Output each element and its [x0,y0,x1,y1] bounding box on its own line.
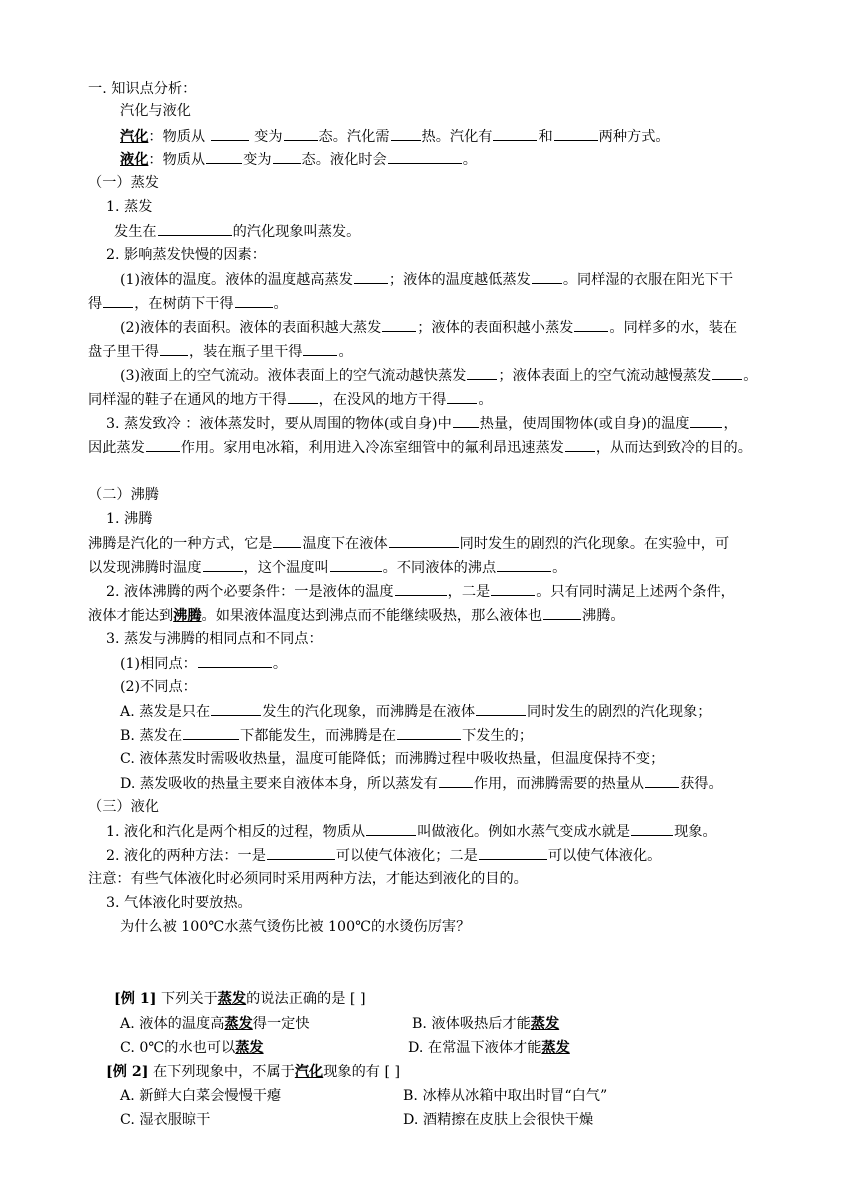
blank [382,316,416,332]
text-line [88,292,288,315]
text: ；液体的温度越低蒸发 [388,272,531,288]
text: ， [723,416,738,432]
text: ：物质从 [148,152,206,168]
text: 沸腾。 [582,608,625,624]
text: ，在没风的地方干得 [318,392,447,408]
blank [690,412,722,428]
text-line [120,700,712,723]
term: 沸腾 [173,608,202,624]
blank [235,292,273,308]
text: (2)液体的表面积。液体的表面积越大蒸发 [120,320,382,336]
text: 变为 [249,129,283,145]
term: 蒸发 [541,1040,570,1056]
blank [479,844,547,860]
blank [103,292,133,308]
blank [146,436,180,452]
text: 获得。 [680,776,723,792]
blank [211,125,249,141]
blank [158,220,232,236]
text-line: 3. 气体液化时要放热。 [106,895,252,911]
term: 汽化 [120,129,149,145]
blank [273,148,301,164]
option-a: A. 新鲜大白菜会慢慢干瘪 [120,1088,282,1104]
text: 下都能发生，而沸腾是在 [240,728,397,744]
blank [366,820,416,836]
text: D. 在常温下液体才能 [408,1040,542,1056]
text: 下列关于 [156,991,218,1007]
text: 沸腾是汽化的一种方式，它是 [88,536,273,552]
text: 下发生的； [462,728,534,744]
text: 的说法正确的是 [ ] [246,991,366,1007]
text: (3)液面上的空气流动。液体表面上的空气流动越快蒸发 [120,368,467,384]
text: 叫做液化。例如水蒸气变成水就是 [417,824,631,840]
blank [645,772,679,788]
text-line [120,652,287,675]
text: B. 液体吸热后才能 [412,1016,531,1032]
blank [467,364,497,380]
text: ，从而达到致冷的目的。 [595,440,752,456]
blank [397,724,461,740]
blank [388,148,462,164]
text-line: C. 液体蒸发时需吸收热量，温度可能降低；而沸腾过程中吸收热量，但温度保持不变； [120,751,665,767]
text: 。 [273,296,288,312]
option-d: D. 酒精擦在皮肤上会很快干燥 [403,1112,594,1128]
blank [439,772,473,788]
text: 3. 蒸发致冷 ：液体蒸发时，要从周围的物体(或自身)中 [106,416,452,432]
text: ：物质从 [148,129,210,145]
text: 态。液化时会 [301,152,387,168]
text-line [120,724,533,747]
section-heading: （二）沸腾 [88,487,159,503]
text-line [88,340,353,363]
text: 热。汽化有 [421,129,493,145]
text: 以发现沸腾时温度 [88,560,202,576]
blank [284,125,318,141]
blank [183,724,239,740]
blank [497,556,551,572]
blank [203,556,243,572]
subheading: 1. 蒸发 [106,199,153,215]
text: ；液体的表面积越小蒸发 [417,320,574,336]
text: 。 [462,152,477,168]
blank [493,125,537,141]
text-line [106,412,738,435]
text: 现象。 [674,824,717,840]
example-tag: [例 1] [114,991,157,1007]
text: (1)相同点： [120,656,197,672]
term: 蒸发 [217,991,247,1007]
text-line [120,772,723,795]
option-d [408,1037,570,1059]
text: 。 [743,368,758,384]
blank [631,820,673,836]
blank [267,844,335,860]
text: 两种方式。 [598,129,670,145]
example-2-question [106,1061,400,1083]
text-line [88,436,752,459]
text: 作用。家用电冰箱，利用进入冷冻室细管中的氟利昂迅速蒸发 [180,440,564,456]
text: (1)液体的温度。液体的温度越高蒸发 [120,272,353,288]
option-a [120,1013,310,1035]
section-heading: （三）液化 [88,799,159,815]
option-c [120,1037,264,1059]
text: A. 液体的温度高 [120,1016,225,1032]
text: 得一定快 [252,1016,310,1032]
text-line [114,220,360,243]
subheading: 3. 蒸发与沸腾的相同点和不同点： [106,631,323,647]
example-1-question [114,988,366,1010]
text: 液体才能达到 [88,608,174,624]
blank [206,148,242,164]
text: A. 蒸发是只在 [120,704,211,720]
question-line: 为什么被 100℃水蒸气烫伤比被 100℃的水烫伤厉害？ [120,919,471,935]
blank [712,364,742,380]
blank [273,532,301,548]
text: 2. 液化的两种方法：一是 [106,848,266,864]
text: 因此蒸发 [88,440,145,456]
text: 。不同液体的沸点 [382,560,497,576]
blank [389,532,459,548]
text-line [120,268,733,291]
text: C. 0℃的水也可以 [120,1040,236,1056]
text-line [88,556,566,579]
text: ，装在瓶子里干得 [188,344,303,360]
text: 同时发生的剧烈的汽化现象。在实验中，可 [459,536,730,552]
text-line: 注意：有些气体液化时必须同时采用两种方法，才能达到液化的目的。 [88,871,528,887]
text: 。同样湿的衣服在阳光下干 [562,272,734,288]
blank [288,388,318,404]
text-line [88,388,493,411]
text: 温度下在液体 [302,536,388,552]
text: 发生的汽化现象，而沸腾是在液体 [262,704,476,720]
blank [391,125,421,141]
text: ；液体表面上的空气流动越慢蒸发 [498,368,712,384]
subheading: 汽化与液化 [120,103,191,119]
subheading: 2. 影响蒸发快慢的因素： [106,247,266,263]
text-line [106,820,717,843]
text-line [120,364,757,387]
blank [211,700,261,716]
text: 现象的有 [ ] [323,1064,401,1080]
text: 。如果液体温度达到沸点而不能继续吸热，那么液体也 [201,608,543,624]
text: 发生在 [114,224,157,240]
text: 作用，而沸腾需要的热量从 [473,776,645,792]
blank [491,580,535,596]
text: 变为 [243,152,272,168]
subheading: 1. 沸腾 [106,511,153,527]
text: 。 [552,560,567,576]
blank [303,340,337,356]
term: 蒸发 [530,1016,560,1032]
text: 可以使气体液化。 [547,848,662,864]
blank [574,316,608,332]
text: 1. 液化和汽化是两个相反的过程，物质从 [106,824,366,840]
blank [354,268,388,284]
text: 得 [88,296,103,312]
term: 蒸发 [224,1016,253,1032]
blank [330,556,382,572]
text-line [88,604,625,627]
blank [453,412,479,428]
option-b [412,1013,559,1035]
term: 汽化 [294,1064,324,1080]
text-line [106,580,735,603]
text: 同样湿的鞋子在通风的地方干得 [88,392,287,408]
text-line [88,532,729,555]
blank [565,436,595,452]
blank [532,268,562,284]
text: 同时发生的剧烈的汽化现象； [527,704,712,720]
blank [476,700,526,716]
text: 。 [338,344,353,360]
text: ，这个温度叫 [243,560,329,576]
definition-line [120,125,670,148]
term: 液化 [120,152,149,168]
text: 。只有同时满足上述两个条件， [536,584,735,600]
section-heading: 一. 知识点分析： [88,81,197,97]
text: 。同样多的水，装在 [609,320,738,336]
text-line [120,316,737,339]
text: 。 [272,656,288,672]
text: 2. 液体沸腾的两个必要条件：一是液体的温度 [106,584,394,600]
blank [160,340,188,356]
text: 的汽化现象叫蒸发。 [232,224,361,240]
blank [554,125,598,141]
text: 。 [478,392,493,408]
text: 可以使气体液化；二是 [335,848,478,864]
option-b: B. 冰棒从冰箱中取出时冒“白气” [403,1088,608,1104]
option-c: C. 湿衣服晾干 [120,1112,211,1128]
blank [198,652,272,668]
section-heading: （一）蒸发 [88,175,159,191]
text: 在下列现象中，不属于 [148,1064,295,1080]
blank [395,580,447,596]
text: ，在树荫下干得 [134,296,234,312]
definition-line [120,148,477,171]
term: 蒸发 [235,1040,264,1056]
blank [447,388,477,404]
text-line [106,844,661,867]
example-tag: [例 2] [106,1064,149,1080]
blank [543,604,581,620]
text: 盘子里干得 [88,344,159,360]
text: 热量，使周围物体(或自身)的温度 [479,416,690,432]
text: ，二是 [447,584,491,600]
text-line: (2)不同点： [120,679,197,695]
text: 态。汽化需 [318,129,390,145]
text: 和 [538,129,553,145]
text: D. 蒸发吸收的热量主要来自液体本身，所以蒸发有 [120,776,438,792]
text: B. 蒸发在 [120,728,183,744]
